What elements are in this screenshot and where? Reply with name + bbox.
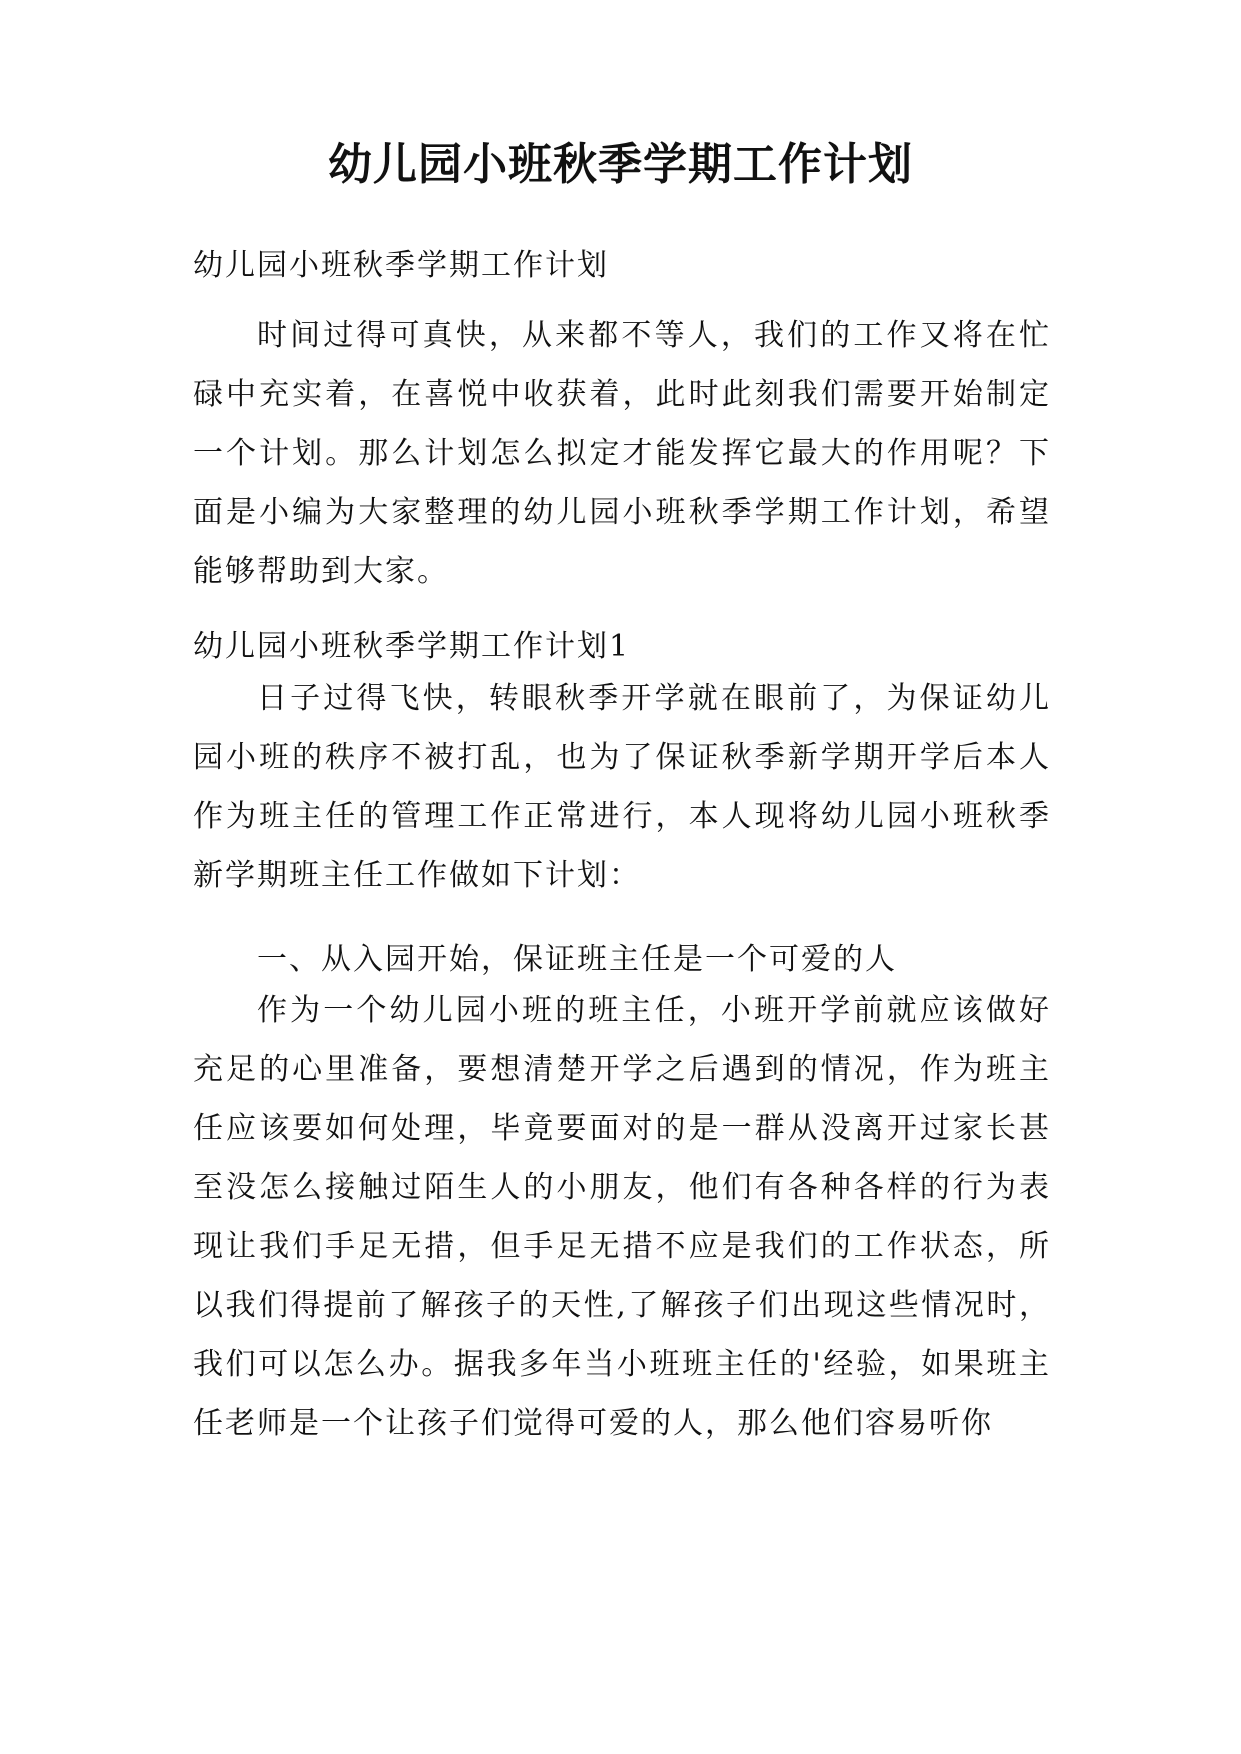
document-subtitle: 幼儿园小班秋季学期工作计划	[193, 248, 609, 283]
section-heading-1: 幼儿园小班秋季学期工作计划1	[193, 629, 631, 664]
section-1-intro-paragraph: 日子过得飞快，转眼秋季开学就在眼前了，为保证幼儿园小班的秩序不被打乱，也为了保证秋季新学期开学后本人作为班主任的管理工作正常进行，本人现将幼儿园小班秋季新学期班主任工作做如下计划：	[193, 681, 1051, 893]
document-title: 幼儿园小班秋季学期工作计划	[328, 139, 913, 190]
point-1-paragraph: 作为一个幼儿园小班的班主任，小班开学前就应该做好充足的心里准备，要想清楚开学之后遇到的情况，作为班主任应该要如何处理，毕竟要面对的是一群从没离开过家长甚至没怎么接触过陌生人的小朋友，他们有各种各样的行为表现让我们手足无措，但手足无措不应是我们的工作状态，所以我们得提前了解孩子的天性,了解孩子们出现这些情况时，我们可以怎么办。据我多年当小班班主任的'经验，如果班主任老师是一个让孩子们觉得可爱的人，那么他们容易听你	[193, 993, 1051, 1441]
point-1-heading: 一、从入园开始，保证班主任是一个可爱的人	[257, 942, 897, 977]
intro-paragraph: 时间过得可真快，从来都不等人，我们的工作又将在忙碌中充实着，在喜悦中收获着，此时此刻我们需要开始制定一个计划。那么计划怎么拟定才能发挥它最大的作用呢？下面是小编为大家整理的幼儿园小班秋季学期工作计划，希望能够帮助到大家。	[193, 318, 1051, 589]
